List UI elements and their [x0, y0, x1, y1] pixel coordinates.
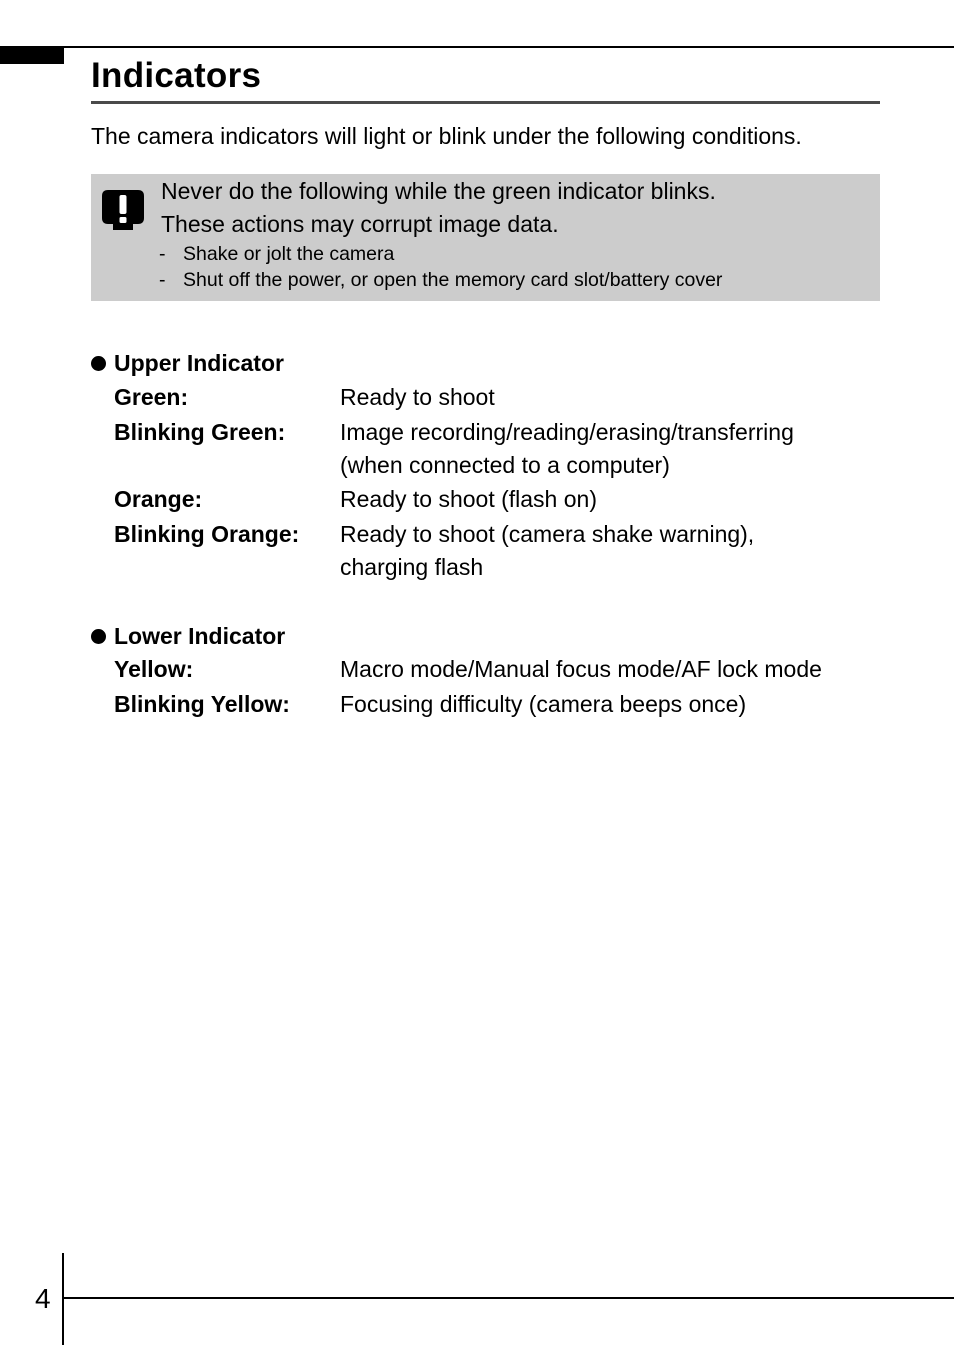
upper-indicator-title: Upper Indicator — [114, 350, 284, 376]
green-label: Green: — [114, 384, 189, 410]
blinking-green-label: Blinking Green: — [114, 419, 286, 445]
blinking-orange-desc-1: Ready to shoot (camera shake warning), — [340, 521, 755, 547]
green-desc: Ready to shoot — [340, 384, 495, 410]
bullet-dash: - — [159, 269, 166, 291]
caution-bullet — [159, 242, 394, 266]
yellow-desc: Macro mode/Manual focus mode/AF lock mode — [340, 656, 822, 682]
caution-icon — [100, 186, 146, 232]
bullet-dot-icon — [91, 356, 106, 371]
page-title: Indicators — [91, 56, 262, 95]
yellow-label: Yellow: — [114, 656, 194, 682]
title-underline — [91, 101, 880, 104]
blinking-orange-label: Blinking Orange: — [114, 521, 300, 547]
bullet-text: Shake or jolt the camera — [183, 243, 395, 265]
caution-line-1: Never do the following while the green indicator blinks. — [161, 178, 716, 204]
blinking-orange-desc-2: charging flash — [340, 554, 484, 580]
orange-desc: Ready to shoot (flash on) — [340, 486, 597, 512]
upper-indicator-heading — [91, 349, 284, 377]
corner-tab — [0, 46, 64, 64]
page-number: 4 — [35, 1283, 51, 1314]
top-rule — [0, 46, 954, 48]
caution-box — [91, 174, 880, 301]
blinking-yellow-label: Blinking Yellow: — [114, 691, 290, 717]
intro-text: The camera indicators will light or blink under the following conditions. — [91, 123, 802, 149]
blinking-green-desc-1: Image recording/reading/erasing/transferring — [340, 419, 794, 445]
bullet-dot-icon — [91, 629, 106, 644]
lower-indicator-heading — [91, 622, 285, 650]
blinking-yellow-desc: Focusing difficulty (camera beeps once) — [340, 691, 747, 717]
footer-vertical-rule — [62, 1253, 64, 1345]
blinking-green-desc-2: (when connected to a computer) — [340, 452, 670, 478]
caution-bullet — [159, 268, 722, 292]
footer-horizontal-rule — [62, 1297, 954, 1299]
caution-line-2: These actions may corrupt image data. — [161, 211, 559, 237]
lower-indicator-title: Lower Indicator — [114, 623, 286, 649]
bullet-dash: - — [159, 243, 166, 265]
orange-label: Orange: — [114, 486, 203, 512]
bullet-text: Shut off the power, or open the memory card slot/battery cover — [183, 269, 723, 291]
